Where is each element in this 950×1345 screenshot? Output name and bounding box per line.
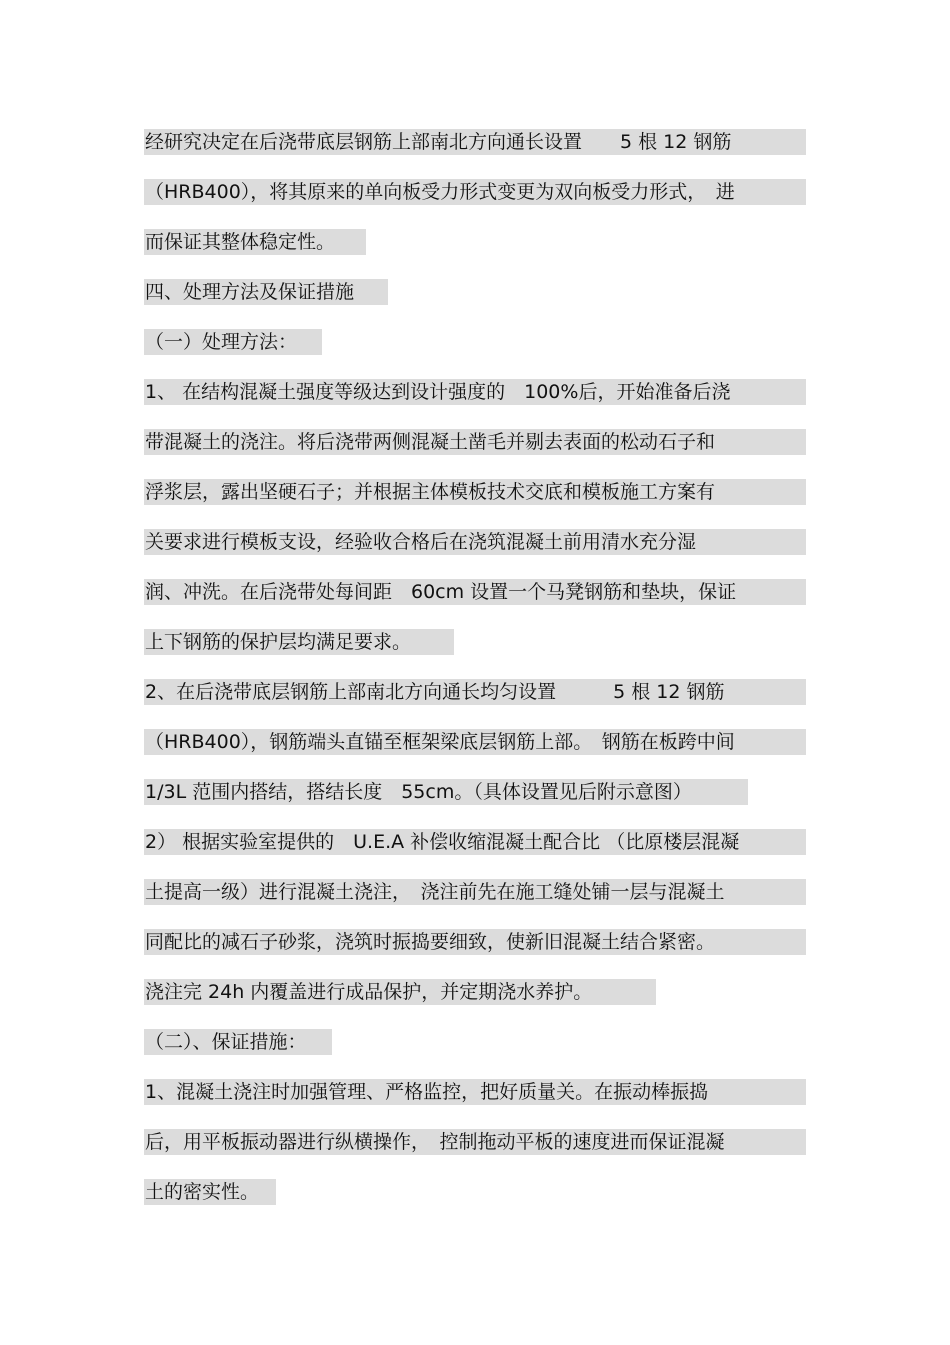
section-heading-4: 四、处理方法及保证措施 [144, 279, 388, 305]
text-line-12: 2、在后浇带底层钢筋上部南北方向通长均匀设置 5 根 12 钢筋 [144, 679, 806, 705]
text-line-2: （HRB400），将其原来的单向板受力形式变更为双向板受力形式， 进 [144, 179, 806, 205]
text-line-21: 后，用平板振动器进行纵横操作， 控制拖动平板的速度进而保证混凝 [144, 1129, 806, 1155]
text-line-20: 1、混凝土浇注时加强管理、严格监控，把好质量关。在振动棒振捣 [144, 1079, 806, 1105]
text-line-15: 2） 根据实验室提供的 U.E.A 补偿收缩混凝土配合比 （比原楼层混凝 [144, 829, 806, 855]
text-line-7: 带混凝土的浇注。将后浇带两侧混凝土凿毛并剔去表面的松动石子和 [144, 429, 806, 455]
text-line-1: 经研究决定在后浇带底层钢筋上部南北方向通长设置 5 根 12 钢筋 [144, 129, 806, 155]
text-line-17: 同配比的减石子砂浆，浇筑时振捣要细致，使新旧混凝土结合紧密。 [144, 929, 806, 955]
subsection-heading-1: （一）处理方法： [144, 329, 322, 355]
text-line-9: 关要求进行模板支设，经验收合格后在浇筑混凝土前用清水充分湿 [144, 529, 806, 555]
text-line-10: 润、冲洗。在后浇带处每间距 60cm 设置一个马凳钢筋和垫块，保证 [144, 579, 806, 605]
text-line-14: 1/3L 范围内搭结，搭结长度 55cm。（具体设置见后附示意图） [144, 779, 748, 805]
subsection-heading-2: （二）、保证措施： [144, 1029, 332, 1055]
text-line-8: 浮浆层，露出坚硬石子；并根据主体模板技术交底和模板施工方案有 [144, 479, 806, 505]
text-line-13: （HRB400），钢筋端头直锚至框架梁底层钢筋上部。 钢筋在板跨中间 [144, 729, 806, 755]
text-line-6: 1、 在结构混凝土强度等级达到设计强度的 100%后，开始准备后浇 [144, 379, 806, 405]
text-line-18: 浇注完 24h 内覆盖进行成品保护，并定期浇水养护。 [144, 979, 656, 1005]
text-line-3: 而保证其整体稳定性。 [144, 229, 366, 255]
text-line-11: 上下钢筋的保护层均满足要求。 [144, 629, 454, 655]
text-line-16: 土提高一级）进行混凝土浇注， 浇注前先在施工缝处铺一层与混凝土 [144, 879, 806, 905]
text-line-22: 土的密实性。 [144, 1179, 276, 1205]
